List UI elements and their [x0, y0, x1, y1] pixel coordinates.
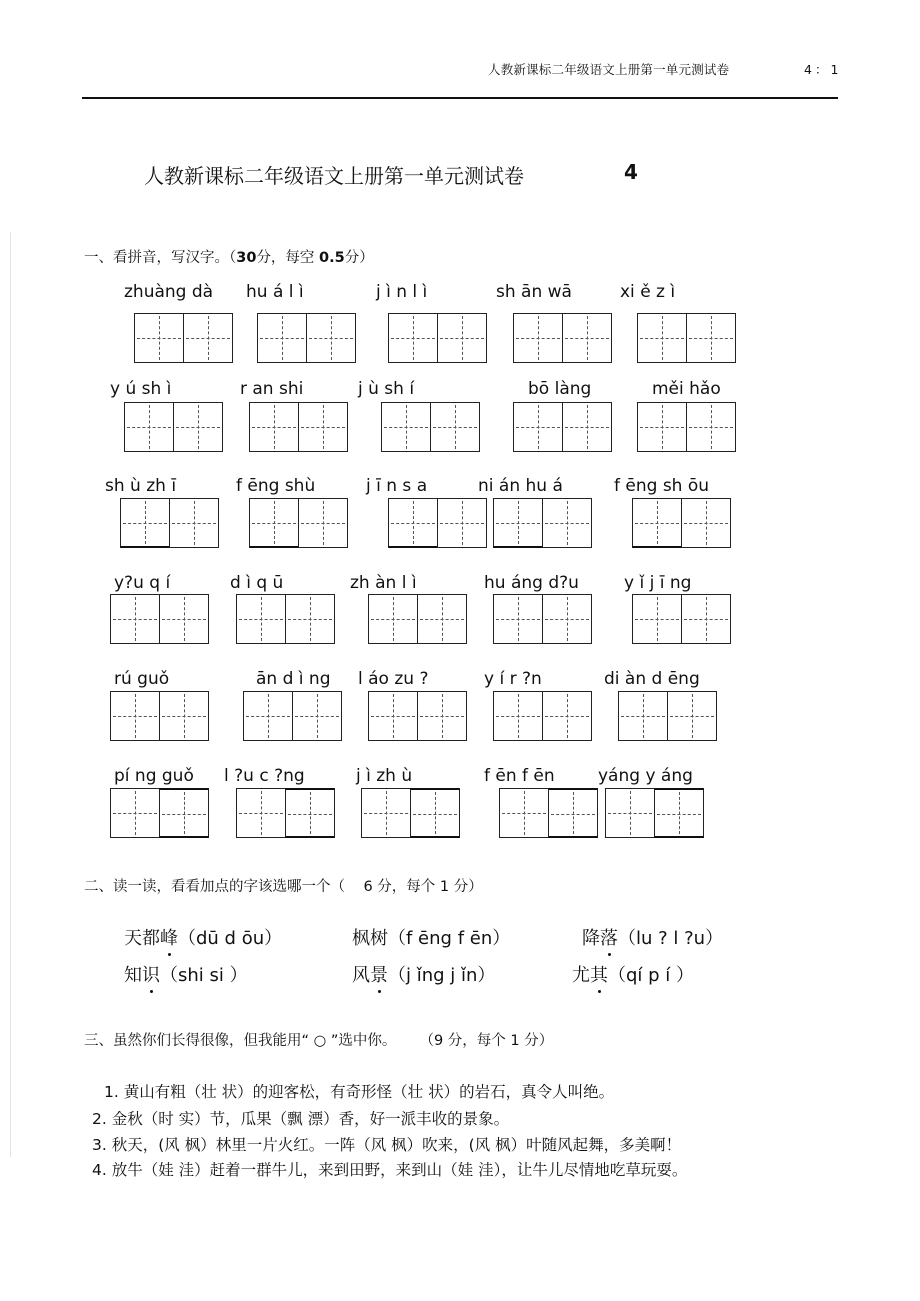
dotted-char: 识 [142, 961, 160, 987]
choice-item: 降落（lu ? l ?u） [582, 924, 723, 950]
writing-cell[interactable] [542, 594, 592, 644]
writing-cell[interactable] [493, 594, 543, 644]
pinyin-label: hu áng d?u [484, 573, 579, 593]
pinyin-label: f ēn f ēn [484, 766, 555, 786]
pinyin-label: d ì q ū [230, 573, 284, 593]
writing-box-pair[interactable] [493, 691, 592, 741]
pinyin-label: zhuàng dà [124, 282, 214, 302]
writing-cell[interactable] [249, 402, 299, 452]
pinyin-label: zh àn l ì [350, 573, 417, 593]
writing-cell[interactable] [637, 402, 687, 452]
pinyin-label: j ì n l ì [376, 282, 428, 302]
page-title-number: 4 [624, 160, 638, 184]
pinyin-label: j ì zh ù [356, 766, 413, 786]
choice-item: 知识（shi si ） [124, 961, 248, 987]
writing-box-pair[interactable] [605, 788, 704, 838]
writing-cell[interactable] [542, 691, 592, 741]
dotted-char: 峰 [160, 924, 178, 950]
writing-box-pair[interactable] [249, 402, 348, 452]
writing-box-pair[interactable] [388, 498, 487, 548]
writing-box-pair[interactable] [637, 313, 736, 363]
writing-cell[interactable] [499, 788, 549, 838]
writing-cell[interactable] [493, 498, 543, 548]
writing-cell[interactable] [298, 402, 348, 452]
writing-cell[interactable] [388, 313, 438, 363]
writing-box-pair[interactable] [120, 498, 219, 548]
writing-cell[interactable] [110, 594, 160, 644]
writing-cell[interactable] [493, 691, 543, 741]
writing-cell[interactable] [257, 313, 307, 363]
writing-cell[interactable] [542, 498, 592, 548]
writing-box-pair[interactable] [499, 788, 598, 838]
pinyin-label: j ī n s a [366, 476, 428, 496]
writing-cell[interactable] [605, 788, 655, 838]
writing-cell[interactable] [548, 788, 598, 838]
writing-box-pair[interactable] [110, 788, 209, 838]
writing-box-pair[interactable] [368, 594, 467, 644]
pinyin-label: y ǐ j ī ng [624, 573, 692, 593]
pinyin-label: hu á l ì [246, 282, 304, 302]
pinyin-label: pí ng guǒ [114, 766, 194, 786]
writing-box-pair[interactable] [618, 691, 717, 741]
writing-cell[interactable] [159, 691, 209, 741]
writing-cell[interactable] [686, 313, 736, 363]
writing-cell[interactable] [417, 594, 467, 644]
writing-cell[interactable] [183, 313, 233, 363]
margin-line [10, 232, 11, 1157]
writing-cell[interactable] [368, 594, 418, 644]
running-header-page: 4：1 [804, 62, 842, 77]
writing-cell[interactable] [236, 594, 286, 644]
writing-box-pair[interactable] [124, 402, 223, 452]
pinyin-label: ān d ì ng [256, 669, 331, 689]
header-rule [82, 97, 838, 99]
running-header-title: 人教新课标二年级语文上册第一单元测试卷 [488, 62, 730, 77]
writing-cell[interactable] [618, 691, 668, 741]
section2-heading: 二、读一读，看看加点的字该选哪一个（ 6 分，每个 1 分） [84, 879, 483, 895]
writing-box-pair[interactable] [257, 313, 356, 363]
writing-cell[interactable] [110, 691, 160, 741]
writing-box-pair[interactable] [134, 313, 233, 363]
pinyin-label: měi hǎo [652, 379, 721, 399]
writing-cell[interactable] [249, 498, 299, 548]
sentence-item: 2. 金秋（时 实）节，瓜果（飘 漂）香，好一派丰收的景象。 [92, 1110, 510, 1128]
writing-cell[interactable] [632, 594, 682, 644]
writing-cell[interactable] [686, 402, 736, 452]
pinyin-label: yáng y áng [598, 766, 693, 786]
dotted-char: 其 [590, 961, 608, 987]
pinyin-label: j ù sh í [358, 379, 415, 399]
writing-cell[interactable] [437, 498, 487, 548]
pinyin-label: r an shi [240, 379, 304, 399]
pinyin-label: l áo zu ? [358, 669, 429, 689]
writing-cell[interactable] [654, 788, 704, 838]
writing-box-pair[interactable] [632, 498, 731, 548]
writing-cell[interactable] [430, 402, 480, 452]
pinyin-label: bō làng [528, 379, 592, 399]
writing-box-pair[interactable] [388, 313, 487, 363]
pinyin-label: sh ù zh ī [105, 476, 177, 496]
writing-box-pair[interactable] [110, 594, 209, 644]
writing-cell[interactable] [513, 402, 563, 452]
writing-cell[interactable] [361, 788, 411, 838]
writing-cell[interactable] [368, 691, 418, 741]
writing-cell[interactable] [169, 498, 219, 548]
dotted-char: 景 [370, 961, 388, 987]
sentence-item: 3. 秋天，(风 枫）林里一片火红。一阵（风 枫）吹来，(风 枫）叶随风起舞，多美啊！ [92, 1136, 682, 1154]
dotted-char: 落 [600, 924, 618, 950]
writing-cell[interactable] [513, 313, 563, 363]
writing-box-pair[interactable] [236, 788, 335, 838]
pinyin-label: ni án hu á [478, 476, 563, 496]
writing-cell[interactable] [124, 402, 174, 452]
writing-cell[interactable] [159, 788, 209, 838]
writing-cell[interactable] [681, 594, 731, 644]
writing-box-pair[interactable] [368, 691, 467, 741]
writing-cell[interactable] [410, 788, 460, 838]
writing-cell[interactable] [381, 402, 431, 452]
writing-cell[interactable] [243, 691, 293, 741]
writing-box-pair[interactable] [243, 691, 342, 741]
writing-cell[interactable] [417, 691, 467, 741]
pinyin-label: f ēng shù [236, 476, 316, 496]
pinyin-label: y?u q í [114, 573, 171, 593]
page-title: 人教新课标二年级语文上册第一单元测试卷 [144, 164, 524, 188]
pinyin-label: xi ě z ì [620, 282, 676, 302]
writing-cell[interactable] [120, 498, 170, 548]
writing-box-pair[interactable] [361, 788, 460, 838]
section3-heading: 三、虽然你们长得很像，但我能用“ ○ ”选中你。 （9 分，每个 1 分） [84, 1033, 554, 1049]
writing-cell[interactable] [562, 313, 612, 363]
writing-cell[interactable] [306, 313, 356, 363]
writing-cell[interactable] [437, 313, 487, 363]
writing-cell[interactable] [134, 313, 184, 363]
writing-cell[interactable] [637, 313, 687, 363]
pinyin-label: rú guǒ [114, 669, 170, 689]
writing-cell[interactable] [173, 402, 223, 452]
pinyin-label: sh ān wā [496, 282, 572, 302]
writing-cell[interactable] [110, 788, 160, 838]
writing-cell[interactable] [632, 498, 682, 548]
choice-item: 天都峰（dū d ōu） [124, 924, 282, 950]
writing-box-pair[interactable] [249, 498, 348, 548]
writing-box-pair[interactable] [493, 594, 592, 644]
pinyin-label: y ú sh ì [110, 379, 172, 399]
writing-box-pair[interactable] [637, 402, 736, 452]
writing-cell[interactable] [388, 498, 438, 548]
writing-cell[interactable] [159, 594, 209, 644]
writing-cell[interactable] [285, 594, 335, 644]
writing-cell[interactable] [292, 691, 342, 741]
writing-box-pair[interactable] [110, 691, 209, 741]
pinyin-label: l ?u c ?ng [224, 766, 305, 786]
writing-box-pair[interactable] [513, 313, 612, 363]
writing-box-pair[interactable] [381, 402, 480, 452]
writing-cell[interactable] [681, 498, 731, 548]
choice-item: 风景（j ǐng j ǐn） [352, 961, 495, 987]
writing-box-pair[interactable] [493, 498, 592, 548]
choice-item: 尤其（qí p í ） [572, 961, 694, 987]
writing-cell[interactable] [667, 691, 717, 741]
pinyin-label: f ēng sh ōu [614, 476, 710, 496]
pinyin-label: y í r ?n [484, 669, 542, 689]
pinyin-label: di àn d ēng [604, 669, 700, 689]
sentence-item: 4. 放牛（娃 洼）赶着一群牛儿，来到田野，来到山（娃 洼），让牛儿尽情地吃草玩耍。 [92, 1161, 688, 1179]
writing-cell[interactable] [236, 788, 286, 838]
section1-heading: 一、看拼音，写汉字。（30分，每空 0.5分） [84, 250, 374, 266]
sentence-item: 1. 黄山有粗（壮 状）的迎客松，有奇形怪（壮 状）的岩石，真令人叫绝。 [104, 1083, 615, 1101]
writing-box-pair[interactable] [632, 594, 731, 644]
writing-cell[interactable] [298, 498, 348, 548]
writing-box-pair[interactable] [513, 402, 612, 452]
writing-cell[interactable] [562, 402, 612, 452]
writing-box-pair[interactable] [236, 594, 335, 644]
choice-item: 枫树（f ēng f ēn） [352, 928, 511, 949]
writing-cell[interactable] [285, 788, 335, 838]
